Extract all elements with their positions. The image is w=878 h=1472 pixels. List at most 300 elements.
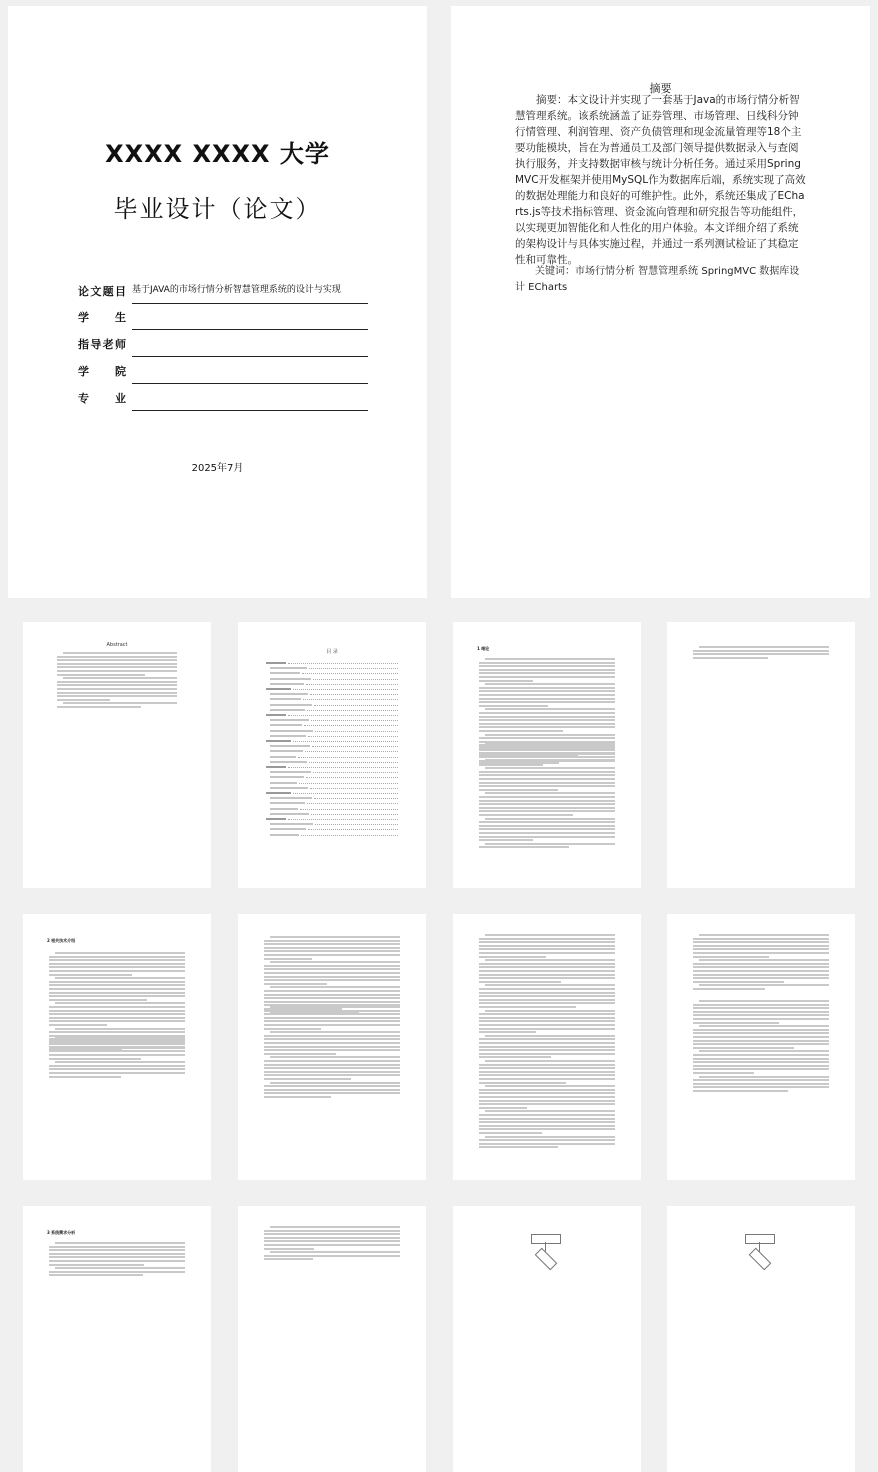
thumb-page-tech4[interactable] [667,914,855,1180]
thumb-text-line [479,1082,566,1084]
thumb-text-line [693,1018,829,1020]
thumb-text-line [479,730,563,732]
thumb-text-line [479,774,615,776]
thumb-text-line [479,1128,615,1130]
toc-entry [266,802,398,805]
thumb-text-line [479,839,533,841]
thumb-page-analysis[interactable] [23,1206,211,1472]
toc-entry [266,823,398,826]
thumb-text-line [485,818,615,820]
thumb-page-tech2[interactable] [238,914,426,1180]
thumb-text-line [479,1074,615,1076]
thumb-text-line [264,965,400,967]
toc-entry [266,756,398,759]
thumb-text-line [49,992,185,994]
thumb-heading: 3 系统需求分析 [47,1230,76,1235]
thumb-text-line [479,966,615,968]
thumb-text-line [49,956,185,958]
toc-entry [266,704,398,707]
toc-entry [266,719,398,722]
thumb-text-line [693,963,829,965]
thumb-text-line [57,659,177,661]
thumb-text-line [479,1143,615,1145]
thumb-text-line [479,1125,615,1127]
info-value [132,390,368,411]
thumb-text-line [485,984,615,986]
thumb-text-line [485,767,615,769]
thumb-text-line [49,1054,185,1056]
thumb-text-line [479,719,615,721]
thumb-text-line [479,705,548,707]
thumb-text-line [264,947,400,949]
toc-entry [266,766,398,769]
thumb-text-line [479,1096,615,1098]
thumb-text-line [479,803,615,805]
thumb-text-line [49,966,185,968]
thumb-text-line [479,1146,558,1148]
thumb-page-analysis2[interactable] [238,1206,426,1472]
thumb-text-line [264,1053,336,1055]
thumb-text-line [693,1047,794,1049]
thumb-text-line [693,952,829,954]
toc-entry [266,730,398,733]
toc-entry [266,693,398,696]
thumb-text-line [479,676,615,678]
thumb-text-line [693,1004,829,1006]
thumb-text-line [49,1050,185,1052]
thumb-text-line [693,1011,829,1013]
thumb-text-line [264,1248,314,1250]
thumb-text-line [49,1065,185,1067]
thumb-text-line [479,988,615,990]
thumb-text-line [264,1230,400,1232]
thumb-page-intro[interactable] [453,622,641,888]
thumb-text-line [479,698,615,700]
info-label: 专业 [78,392,126,405]
thumb-text-line [479,753,615,755]
thumb-text-line [57,688,177,690]
thumb-text-line [479,995,615,997]
thumb-page-tech3[interactable] [453,914,641,1180]
thumb-text-line [264,1237,400,1239]
toc-entry [266,698,398,701]
thumb-text-line [693,657,768,659]
thumb-text-line [693,988,765,990]
thumb-text-line [264,954,400,956]
thumb-text-line [699,1076,829,1078]
thumb-text-line [49,1020,185,1022]
thumb-text-line [57,684,177,686]
flowchart-decision-node [749,1248,772,1271]
thumb-text-line [49,963,185,965]
thumb-text-line [699,984,829,986]
thumb-text-line [57,695,177,697]
thumb-text-line [264,1042,400,1044]
thumb-text-line [479,1031,536,1033]
thumb-text-line [57,666,177,668]
toc-entry [266,771,398,774]
thumb-text-line [485,734,615,736]
thumb-text-line [479,1067,615,1069]
toc-entry [266,709,398,712]
toc-entry [266,761,398,764]
thumb-text-line [479,1042,615,1044]
thumb-text-line [699,1000,829,1002]
thumb-text-line [479,1002,615,1004]
thumb-text-line [479,712,615,714]
thumb-text-line [49,970,185,972]
thumb-text-line [479,832,615,834]
thumb-text-line [479,974,615,976]
cover-page[interactable] [8,6,427,598]
thumb-text-line [264,1038,400,1040]
thumb-text-line [270,1006,400,1008]
thumb-text-line [693,966,829,968]
flowchart-start-node [745,1234,775,1244]
thumb-text-line [57,706,141,708]
thumb-text-line [479,1006,576,1008]
info-label: 指导老师 [78,338,126,351]
thumb-text-line [479,1103,615,1105]
thumb-page-toc[interactable] [238,622,426,888]
thumb-text-line [699,1050,829,1052]
thumb-text-line [485,792,615,794]
thumb-text-line [479,810,615,812]
thumb-text-line [264,1049,400,1051]
thumb-text-line [693,1083,829,1085]
thumb-text-line [479,814,573,816]
thumb-text-line [479,782,615,784]
thumb-text-line [264,1089,400,1091]
thumb-text-line [693,1040,829,1042]
thumb-text-line [479,778,615,780]
toc-entry [266,683,398,686]
thumb-text-line [693,948,829,950]
thumb-text-line [264,1017,400,1019]
thumb-text-line [693,941,829,943]
thumb-text-line [49,974,132,976]
thumb-text-line [693,977,829,979]
thumb-text-line [693,970,829,972]
toc-entry [266,714,398,717]
thumb-text-line [264,1240,400,1242]
thumb-text-line [693,1036,829,1038]
thumb-text-line [55,1267,185,1269]
thumb-text-line [264,1060,400,1062]
thumb-text-line [270,1056,400,1058]
info-row-topic [78,283,368,303]
abstract-body: 摘要：本文设计并实现了一套基于Java的市场行情分析智慧管理系统。该系统涵盖了证券管理、市场管理、日线科分钟行情管理、利润管理、资产负债管理和现金流量管理等18个主要功能模块，旨在为普通员工及部门领导提供数据录入与查阅执行服务，并支持数据审核与统计分析任务。通过采用SpringMVC开发框架并使用MySQL作为数据库后端，系统实现了高效的数据处理能力和良好的可维护性。此外，系统还集成了ECharts.js等技术指标管理、资金流向管理和研究报告等功能组件，以实现更加智能化和人性化的用户体验。本文详细介绍了系统的架构设计与具体实施过程，并通过一系列测试检证了其稳定性和可靠性。 [515,94,806,266]
toc-entry [266,688,398,691]
info-row-advisor [78,336,368,356]
thumb-text-line [57,692,177,694]
thumb-text-line [49,1256,185,1258]
thumb-text-line [693,1086,829,1088]
thumb-text-line [49,1006,185,1008]
thumb-page-abstract-en[interactable] [23,622,211,888]
thumb-text-line [49,995,185,997]
toc-entry [266,667,398,670]
thumb-text-line [699,1025,829,1027]
toc-entry [266,797,398,800]
thumb-text-line [479,1078,615,1080]
thumb-text-line [485,1060,615,1062]
thumb-text-line [485,1110,615,1112]
thumb-text-line [479,1121,615,1123]
thumb-text-line [479,680,533,682]
thumb-text-line [55,1002,185,1004]
thumb-text-line [479,662,615,664]
toc-entry [266,834,398,837]
thumb-text-line [693,1029,829,1031]
thumb-text-line [479,963,615,965]
thumb-text-line [479,1071,615,1073]
toc-entry [266,813,398,816]
thumb-text-line [479,970,615,972]
thumb-text-line [57,656,177,658]
toc-entry [266,787,398,790]
thumb-text-line [49,984,185,986]
thumb-text-line [479,1053,615,1055]
info-value [132,363,368,384]
thumb-text-line [264,1258,313,1260]
thumb-text-line [264,990,400,992]
thumb-text-line [479,1049,615,1051]
thumb-text-line [479,796,615,798]
thumb-text-line [693,1068,829,1070]
toc-entry [266,782,398,785]
thumb-text-line [264,1064,400,1066]
thumb-text-line [63,652,177,654]
thumb-text-line [693,1007,829,1009]
toc-entry [266,662,398,665]
thumb-text-line [693,945,829,947]
info-row-student [78,309,368,329]
toc-entry [266,672,398,675]
thumb-text-line [49,1068,185,1070]
thumb-text-line [479,825,615,827]
thumb-text-line [479,1089,615,1091]
thumb-text-line [270,1226,400,1228]
thumb-text-line [479,999,615,1001]
thumb-text-line [55,952,185,954]
thumb-text-line [693,1022,779,1024]
thumb-text-line [485,1010,615,1012]
thumb-text-line [693,981,784,983]
thumb-text-line [479,846,569,848]
thumb-text-line [693,1090,788,1092]
thumb-text-line [264,1001,400,1003]
thumb-text-line [479,938,615,940]
thumb-text-line [479,771,615,773]
thumb-text-line [479,789,558,791]
thumb-text-line [479,981,561,983]
toc-entry [266,735,398,738]
university-name: XXXX XXXX 大学 [105,140,330,168]
thumb-text-line [49,981,185,983]
thumb-text-line [264,1244,400,1246]
thumb-text-line [479,764,543,766]
info-value [132,336,368,357]
thumb-text-line [693,1014,829,1016]
thumb-text-line [485,1085,615,1087]
thumb-text-line [479,1107,527,1109]
thumb-text-line [49,1253,185,1255]
info-row-college [78,363,368,383]
thumb-text-line [479,800,615,802]
thumb-text-line [693,650,829,652]
thumb-text-line [264,1046,400,1048]
thumb-text-line [699,934,829,936]
thumb-text-line [264,1255,400,1257]
thumb-text-line [479,1139,615,1141]
flowchart-decision-node [535,1248,558,1271]
toc-entry [266,724,398,727]
thumb-text-line [693,1072,754,1074]
thumb-text-line [479,1020,615,1022]
thumb-text-line [49,1260,185,1262]
thumb-page-flowchart-1[interactable] [453,1206,641,1472]
thumb-text-line [479,945,615,947]
thumb-text-line [55,1036,185,1038]
info-row-major [78,390,368,410]
thumb-page-flowchart-2[interactable] [667,1206,855,1472]
thumb-text-line [49,1043,185,1045]
thumb-text-line [479,690,615,692]
thumb-text-line [270,1082,400,1084]
thumb-text-line [264,1067,400,1069]
thumb-text-line [479,956,546,958]
thumb-text-line [479,1017,615,1019]
thumb-text-line [479,785,615,787]
thumb-text-line [49,999,147,1001]
toc-entry [266,745,398,748]
thumb-text-line [49,1058,141,1060]
thumb-text-line [479,1038,615,1040]
thumb-text-line [49,1246,185,1248]
thumb-text-line [485,959,615,961]
flowchart-start-node [531,1234,561,1244]
thumb-text-line [264,1092,400,1094]
thumb-text-line [693,1065,829,1067]
thumb-text-line [693,956,769,958]
thumb-text-line [479,672,615,674]
thumb-text-line [270,961,400,963]
toc-entry [266,740,398,743]
thumb-text-line [485,1136,615,1138]
thumb-text-line [264,1233,400,1235]
thumb-text-line [49,1264,144,1266]
thumb-text-line [49,1274,143,1276]
thumb-text-line [479,821,615,823]
thumb-text-line [49,1271,185,1273]
thumb-text-line [479,992,615,994]
thumb-text-line [270,1031,400,1033]
thumb-text-line [270,986,400,988]
thumb-text-line [264,1013,400,1015]
thumb-text-line [479,723,615,725]
thumb-text-line [49,1013,185,1015]
toc-entry [266,828,398,831]
thumb-text-line [479,948,615,950]
thumb-text-line [55,1028,185,1030]
thumb-text-line [49,959,185,961]
thumb-text-line [479,836,615,838]
thumb-text-line [57,670,177,672]
thumb-text-line [479,807,615,809]
info-label: 学生 [78,311,126,324]
thumb-text-line [479,669,615,671]
thumb-heading: 1 绪论 [477,646,490,651]
info-label: 学院 [78,365,126,378]
thumb-text-line [485,742,615,744]
thumb-text-line [264,968,400,970]
thumb-text-line [485,934,615,936]
thumb-text-line [49,1072,185,1074]
thumb-text-line [693,938,829,940]
thumb-page-tech[interactable] [23,914,211,1180]
thumb-text-line [479,694,615,696]
thumb-text-line [264,1024,400,1026]
toc-entry [266,776,398,779]
thumb-text-line [479,1013,615,1015]
abstract-page[interactable] [451,6,870,598]
thumb-text-line [693,1043,829,1045]
thumb-text-line [57,674,145,676]
toc-entry [266,808,398,811]
thumb-text-line [264,950,400,952]
thumb-text-line [479,977,615,979]
thumb-text-line [479,1118,615,1120]
thumb-text-line [479,828,615,830]
thumb-text-line [693,1054,829,1056]
thumb-text-line [479,941,615,943]
thumb-text-line [264,1020,400,1022]
cover-date: 2025年7月 [191,463,244,474]
thumb-text-line [693,653,829,655]
thumb-text-line [49,1249,185,1251]
toc-entry [266,678,398,681]
thumb-text-line [485,683,615,685]
thumb-text-line [479,1132,542,1134]
thumb-text-line [57,681,177,683]
thumb-text-line [264,1085,400,1087]
thumb-text-line [479,1114,615,1116]
thumb-text-line [264,972,400,974]
thumb-text-line [264,958,312,960]
thumb-text-line [49,1017,185,1019]
thumb-text-line [55,1242,185,1244]
info-label: 论文题目 [78,285,126,298]
thumb-title: 目 录 [326,649,338,655]
thumb-text-line [264,1074,400,1076]
thumb-text-line [264,1028,321,1030]
thumb-text-line [479,756,615,758]
thumb-text-line [479,1024,615,1026]
thumb-text-line [693,1061,829,1063]
thumb-text-line [264,983,327,985]
thumb-text-line [479,1100,615,1102]
toc-entry [266,750,398,753]
thumb-text-line [479,701,615,703]
thumb-text-line [49,1040,185,1042]
thumb-text-line [264,1010,400,1012]
thumb-page-intro-cont[interactable] [667,622,855,888]
thumb-text-line [49,988,185,990]
thumb-heading: 2 相关技术介绍 [47,938,76,943]
thumb-title: Abstract [106,642,128,648]
thumb-text-line [264,994,400,996]
